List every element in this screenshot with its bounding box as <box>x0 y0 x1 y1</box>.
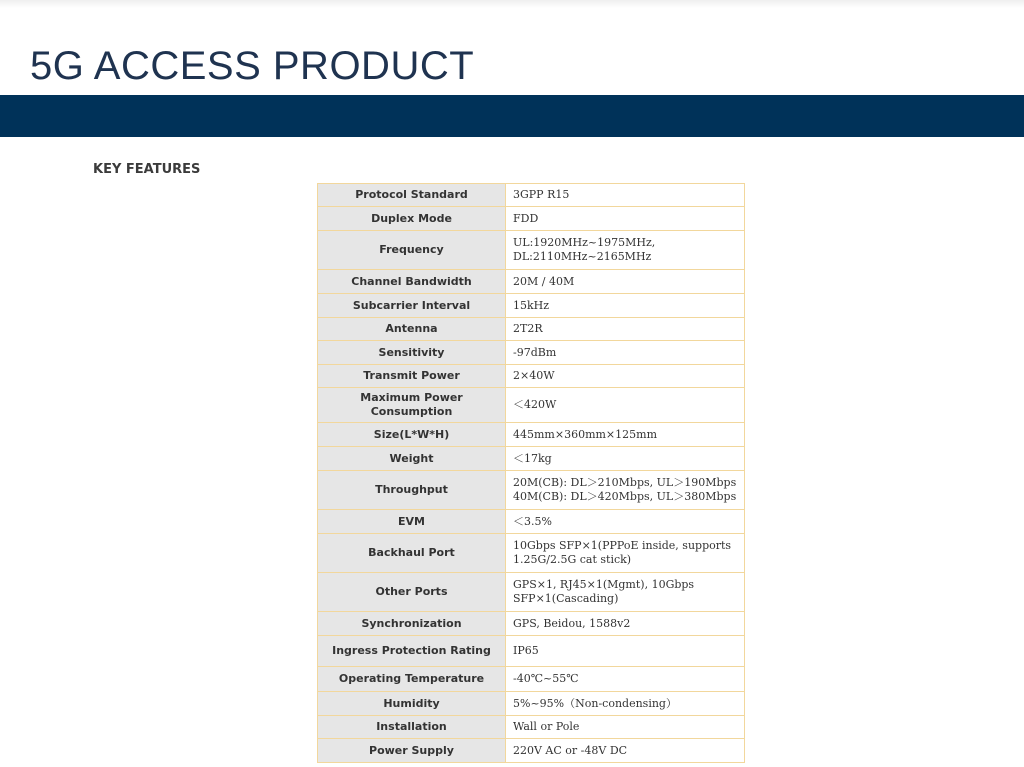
spec-value: ＜3.5% <box>506 510 745 534</box>
spec-row <box>318 341 745 365</box>
spec-param: Frequency <box>318 231 506 270</box>
spec-param: Humidity <box>318 692 506 716</box>
header-band <box>0 95 1024 137</box>
spec-row <box>318 692 745 716</box>
spec-row <box>318 318 745 341</box>
spec-row <box>318 534 745 573</box>
spec-value: 10Gbps SFP×1(PPPoE inside, supports 1.25G/2.5G cat stick) <box>506 534 745 573</box>
spec-param: Throughput <box>318 471 506 510</box>
spec-value: 3GPP R15 <box>506 184 745 207</box>
spec-value: ＜17kg <box>506 447 745 471</box>
spec-row <box>318 294 745 318</box>
spec-row <box>318 739 745 763</box>
spec-param: Maximum Power Consumption <box>318 388 506 423</box>
spec-row <box>318 510 745 534</box>
spec-value: FDD <box>506 207 745 231</box>
spec-row <box>318 270 745 294</box>
spec-value: -97dBm <box>506 341 745 365</box>
top-strip <box>0 0 1024 8</box>
spec-param: Other Ports <box>318 573 506 612</box>
spec-value: ＜420W <box>506 388 745 423</box>
spec-param: Ingress Protection Rating <box>318 636 506 667</box>
spec-table <box>317 183 745 763</box>
spec-row <box>318 636 745 667</box>
spec-row <box>318 423 745 447</box>
spec-value: 220V AC or -48V DC <box>506 739 745 763</box>
spec-value: -40℃~55℃ <box>506 667 745 692</box>
spec-param: Antenna <box>318 318 506 341</box>
spec-param: Transmit Power <box>318 365 506 388</box>
spec-param: Power Supply <box>318 739 506 763</box>
spec-row <box>318 667 745 692</box>
spec-row <box>318 231 745 270</box>
spec-param: Operating Temperature <box>318 667 506 692</box>
spec-value: Wall or Pole <box>506 716 745 739</box>
spec-value: 445mm×360mm×125mm <box>506 423 745 447</box>
spec-param: Sensitivity <box>318 341 506 365</box>
page-title: 5G ACCESS PRODUCT <box>30 44 475 88</box>
spec-row <box>318 612 745 636</box>
spec-value: 2T2R <box>506 318 745 341</box>
spec-table-body <box>318 184 745 763</box>
spec-value: GPS×1, RJ45×1(Mgmt), 10Gbps SFP×1(Cascading) <box>506 573 745 612</box>
spec-param: Duplex Mode <box>318 207 506 231</box>
spec-row <box>318 365 745 388</box>
spec-value: GPS, Beidou, 1588v2 <box>506 612 745 636</box>
spec-param: Weight <box>318 447 506 471</box>
spec-param: Size(L*W*H) <box>318 423 506 447</box>
spec-param: Channel Bandwidth <box>318 270 506 294</box>
spec-param: Subcarrier Interval <box>318 294 506 318</box>
spec-row <box>318 207 745 231</box>
spec-value: IP65 <box>506 636 745 667</box>
spec-value: 5%~95%（Non-condensing） <box>506 692 745 716</box>
spec-value: 20M(CB): DL＞210Mbps, UL＞190Mbps 40M(CB): DL＞420Mbps, UL＞380Mbps <box>506 471 745 510</box>
key-features-heading: KEY FEATURES <box>93 162 201 177</box>
spec-param: EVM <box>318 510 506 534</box>
spec-param: Protocol Standard <box>318 184 506 207</box>
spec-row <box>318 716 745 739</box>
spec-row <box>318 184 745 207</box>
spec-value: 20M / 40M <box>506 270 745 294</box>
spec-row <box>318 573 745 612</box>
spec-row <box>318 447 745 471</box>
spec-value: 2×40W <box>506 365 745 388</box>
spec-param: Backhaul Port <box>318 534 506 573</box>
spec-param: Synchronization <box>318 612 506 636</box>
spec-row <box>318 388 745 423</box>
spec-param: Installation <box>318 716 506 739</box>
spec-value: UL:1920MHz~1975MHz, DL:2110MHz~2165MHz <box>506 231 745 270</box>
spec-row <box>318 471 745 510</box>
spec-value: 15kHz <box>506 294 745 318</box>
